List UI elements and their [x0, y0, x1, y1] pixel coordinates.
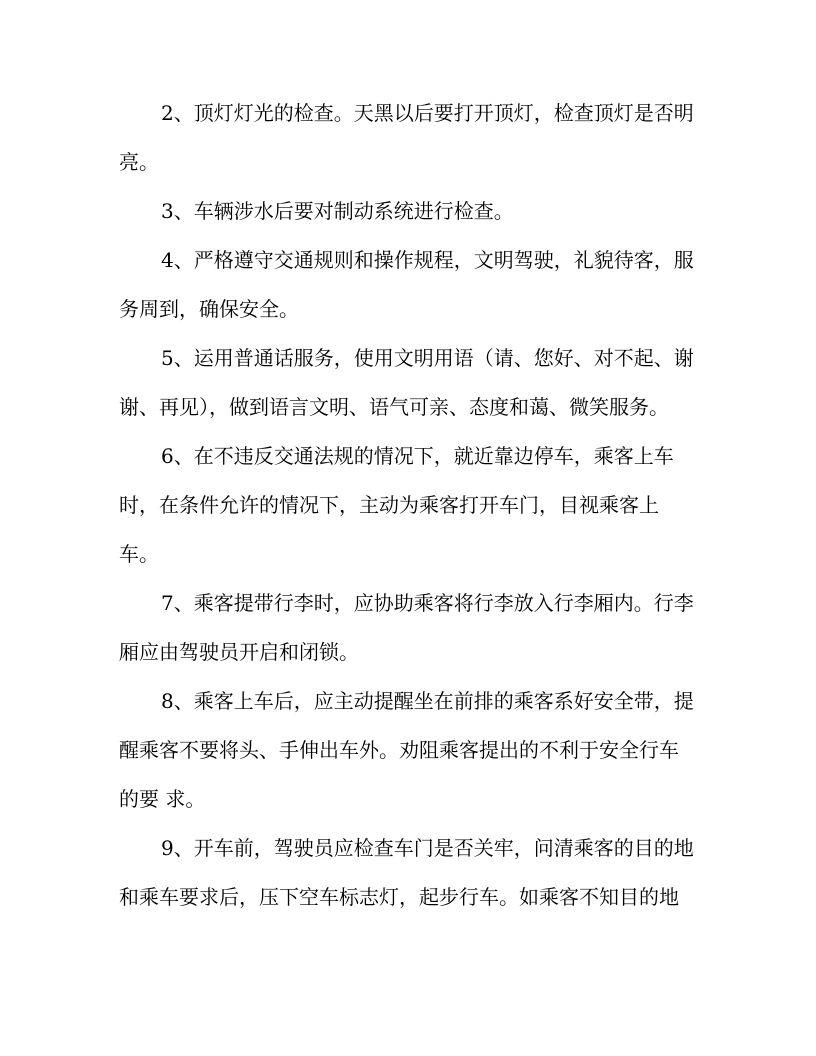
- text-line: 的要 求。: [119, 787, 206, 811]
- text-line: 5、运用普通话服务，使用文明用语（请、您好、对不起、谢: [161, 346, 694, 370]
- text-line: 时，在条件允许的情况下，主动为乘客打开车门，目视乘客上: [119, 493, 659, 517]
- paragraph: [119, 236, 719, 334]
- document-page: [119, 89, 719, 922]
- text-line: 厢应由驾驶员开启和闭锁。: [119, 640, 359, 664]
- paragraph: [119, 677, 719, 824]
- text-line: 亮。: [119, 150, 159, 174]
- paragraph: [119, 89, 719, 187]
- paragraph: [119, 187, 719, 236]
- paragraph: [119, 432, 719, 579]
- text-line: 醒乘客不要将头、手伸出车外。劝阻乘客提出的不利于安全行车: [119, 738, 679, 762]
- text-line: 4、严格遵守交通规则和操作规程，文明驾驶，礼貌待客，服: [161, 248, 694, 272]
- text-line: 务周到，确保安全。: [119, 297, 299, 321]
- text-line: 7、乘客提带行李时，应协助乘客将行李放入行李厢内。行李: [161, 591, 694, 615]
- text-line: 车。: [119, 542, 159, 566]
- text-line: 8、乘客上车后，应主动提醒坐在前排的乘客系好安全带，提: [161, 689, 694, 713]
- text-line: 3、车辆涉水后要对制动系统进行检查。: [161, 199, 514, 223]
- paragraph: [119, 824, 719, 922]
- text-line: 和乘车要求后，压下空车标志灯，起步行车。如乘客不知目的地: [119, 885, 679, 909]
- text-line: 9、开车前，驾驶员应检查车门是否关牢，问清乘客的目的地: [161, 836, 694, 860]
- text-line: 谢、再见），做到语言文明、语气可亲、态度和蔼、微笑服务。: [119, 395, 669, 419]
- paragraph: [119, 579, 719, 677]
- paragraph: [119, 334, 719, 432]
- text-line: 2、顶灯灯光的检查。天黑以后要打开顶灯，检查顶灯是否明: [161, 101, 694, 125]
- text-line: 6、在不违反交通法规的情况下，就近靠边停车，乘客上车: [161, 444, 674, 468]
